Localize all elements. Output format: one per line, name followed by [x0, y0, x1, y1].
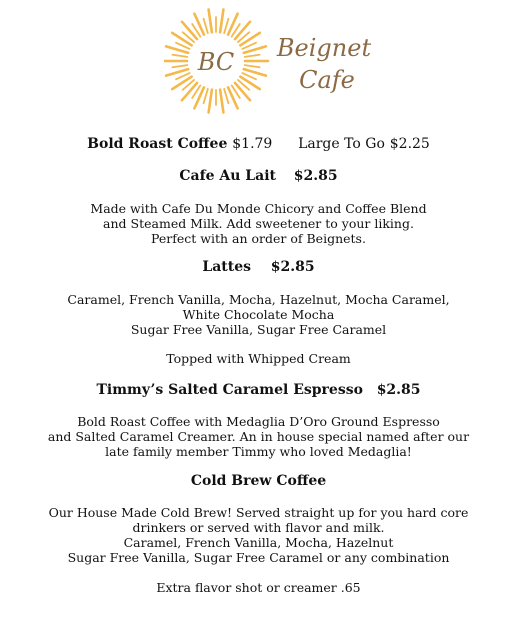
sun-ray	[182, 83, 197, 100]
timmys-name: Timmy’s Salted Caramel Espresso	[96, 382, 363, 398]
sun-ray	[235, 22, 250, 39]
timmys-price: $2.85	[376, 382, 421, 398]
sun-ray	[245, 55, 260, 57]
sun-ray	[235, 83, 250, 100]
sun-ray	[240, 77, 259, 89]
sun-ray	[228, 87, 238, 108]
cafe-au-lait-name: Cafe Au Lait	[179, 168, 277, 184]
sun-ray	[204, 89, 208, 103]
logo-name-line1: Beignet	[276, 34, 372, 62]
large-to-go-price: $2.25	[389, 136, 430, 152]
lattes-topping: Topped with Whipped Cream	[166, 351, 351, 366]
lattes-flavors-1: Caramel, French Vanilla, Mocha, Hazelnut, Mocha Caramel,	[67, 292, 450, 307]
timmys-desc-1: Bold Roast Coffee with Medaglia D’Oro Ground Espresso	[77, 414, 440, 429]
sun-ray	[228, 14, 238, 35]
timmys-heading	[0, 382, 517, 399]
sun-ray	[172, 77, 191, 89]
lattes-flavors-2: White Chocolate Mocha	[182, 307, 335, 322]
logo-name-line2: Cafe	[299, 66, 355, 94]
bold-roast-price: $1.79	[232, 136, 273, 152]
cafe-au-lait-desc-3: Perfect with an order of Beignets.	[151, 231, 366, 246]
sun-ray	[172, 55, 187, 57]
sun-ray	[224, 89, 228, 103]
bold-roast-name: Bold Roast Coffee	[87, 136, 228, 152]
cold-brew-name: Cold Brew Coffee	[190, 473, 327, 489]
sun-ray	[209, 10, 212, 33]
timmys-desc-3: late family member Timmy who loved Medaglia!	[105, 444, 412, 459]
cold-brew-desc-3: Caramel, French Vanilla, Mocha, Hazelnut	[123, 535, 394, 550]
bold-roast-line	[0, 136, 517, 153]
cold-brew-desc-4: Sugar Free Vanilla, Sugar Free Caramel or any combination	[67, 550, 450, 565]
sun-ray	[204, 19, 208, 33]
lattes-name: Lattes	[202, 259, 252, 275]
logo-monogram: BC	[197, 48, 235, 76]
sun-ray	[172, 65, 187, 67]
cold-brew-desc-1: Our House Made Cold Brew! Served straight up for you hard core	[48, 505, 469, 520]
cafe-au-lait-heading	[0, 168, 517, 185]
lattes-flavors-3: Sugar Free Vanilla, Sugar Free Caramel	[130, 322, 387, 337]
beignet-cafe-logo	[164, 6, 374, 114]
cold-brew-desc-2: drinkers or served with flavor and milk.	[132, 520, 385, 535]
extra-flavor-note: Extra flavor shot or creamer .65	[156, 580, 361, 595]
cold-brew-heading	[0, 473, 517, 490]
sun-ray	[194, 87, 204, 108]
sun-ray	[245, 65, 260, 67]
sun-ray	[220, 10, 223, 33]
sun-ray	[194, 14, 204, 35]
large-to-go-label: Large To Go	[298, 136, 385, 152]
cafe-au-lait-desc-1: Made with Cafe Du Monde Chicory and Coffee Blend	[90, 201, 427, 216]
lattes-price: $2.85	[270, 259, 315, 275]
lattes-heading	[0, 259, 517, 276]
timmys-desc-2: and Salted Caramel Creamer. An in house special named after our	[47, 429, 470, 444]
sun-ray	[172, 33, 191, 45]
sun-ray	[220, 90, 223, 113]
cafe-au-lait-desc-2: and Steamed Milk. Add sweetener to your liking.	[103, 216, 414, 231]
sun-ray	[224, 19, 228, 33]
cafe-au-lait-price: $2.85	[293, 168, 338, 184]
sun-ray	[240, 33, 259, 45]
sun-ray	[209, 90, 212, 113]
sun-ray	[182, 22, 197, 39]
